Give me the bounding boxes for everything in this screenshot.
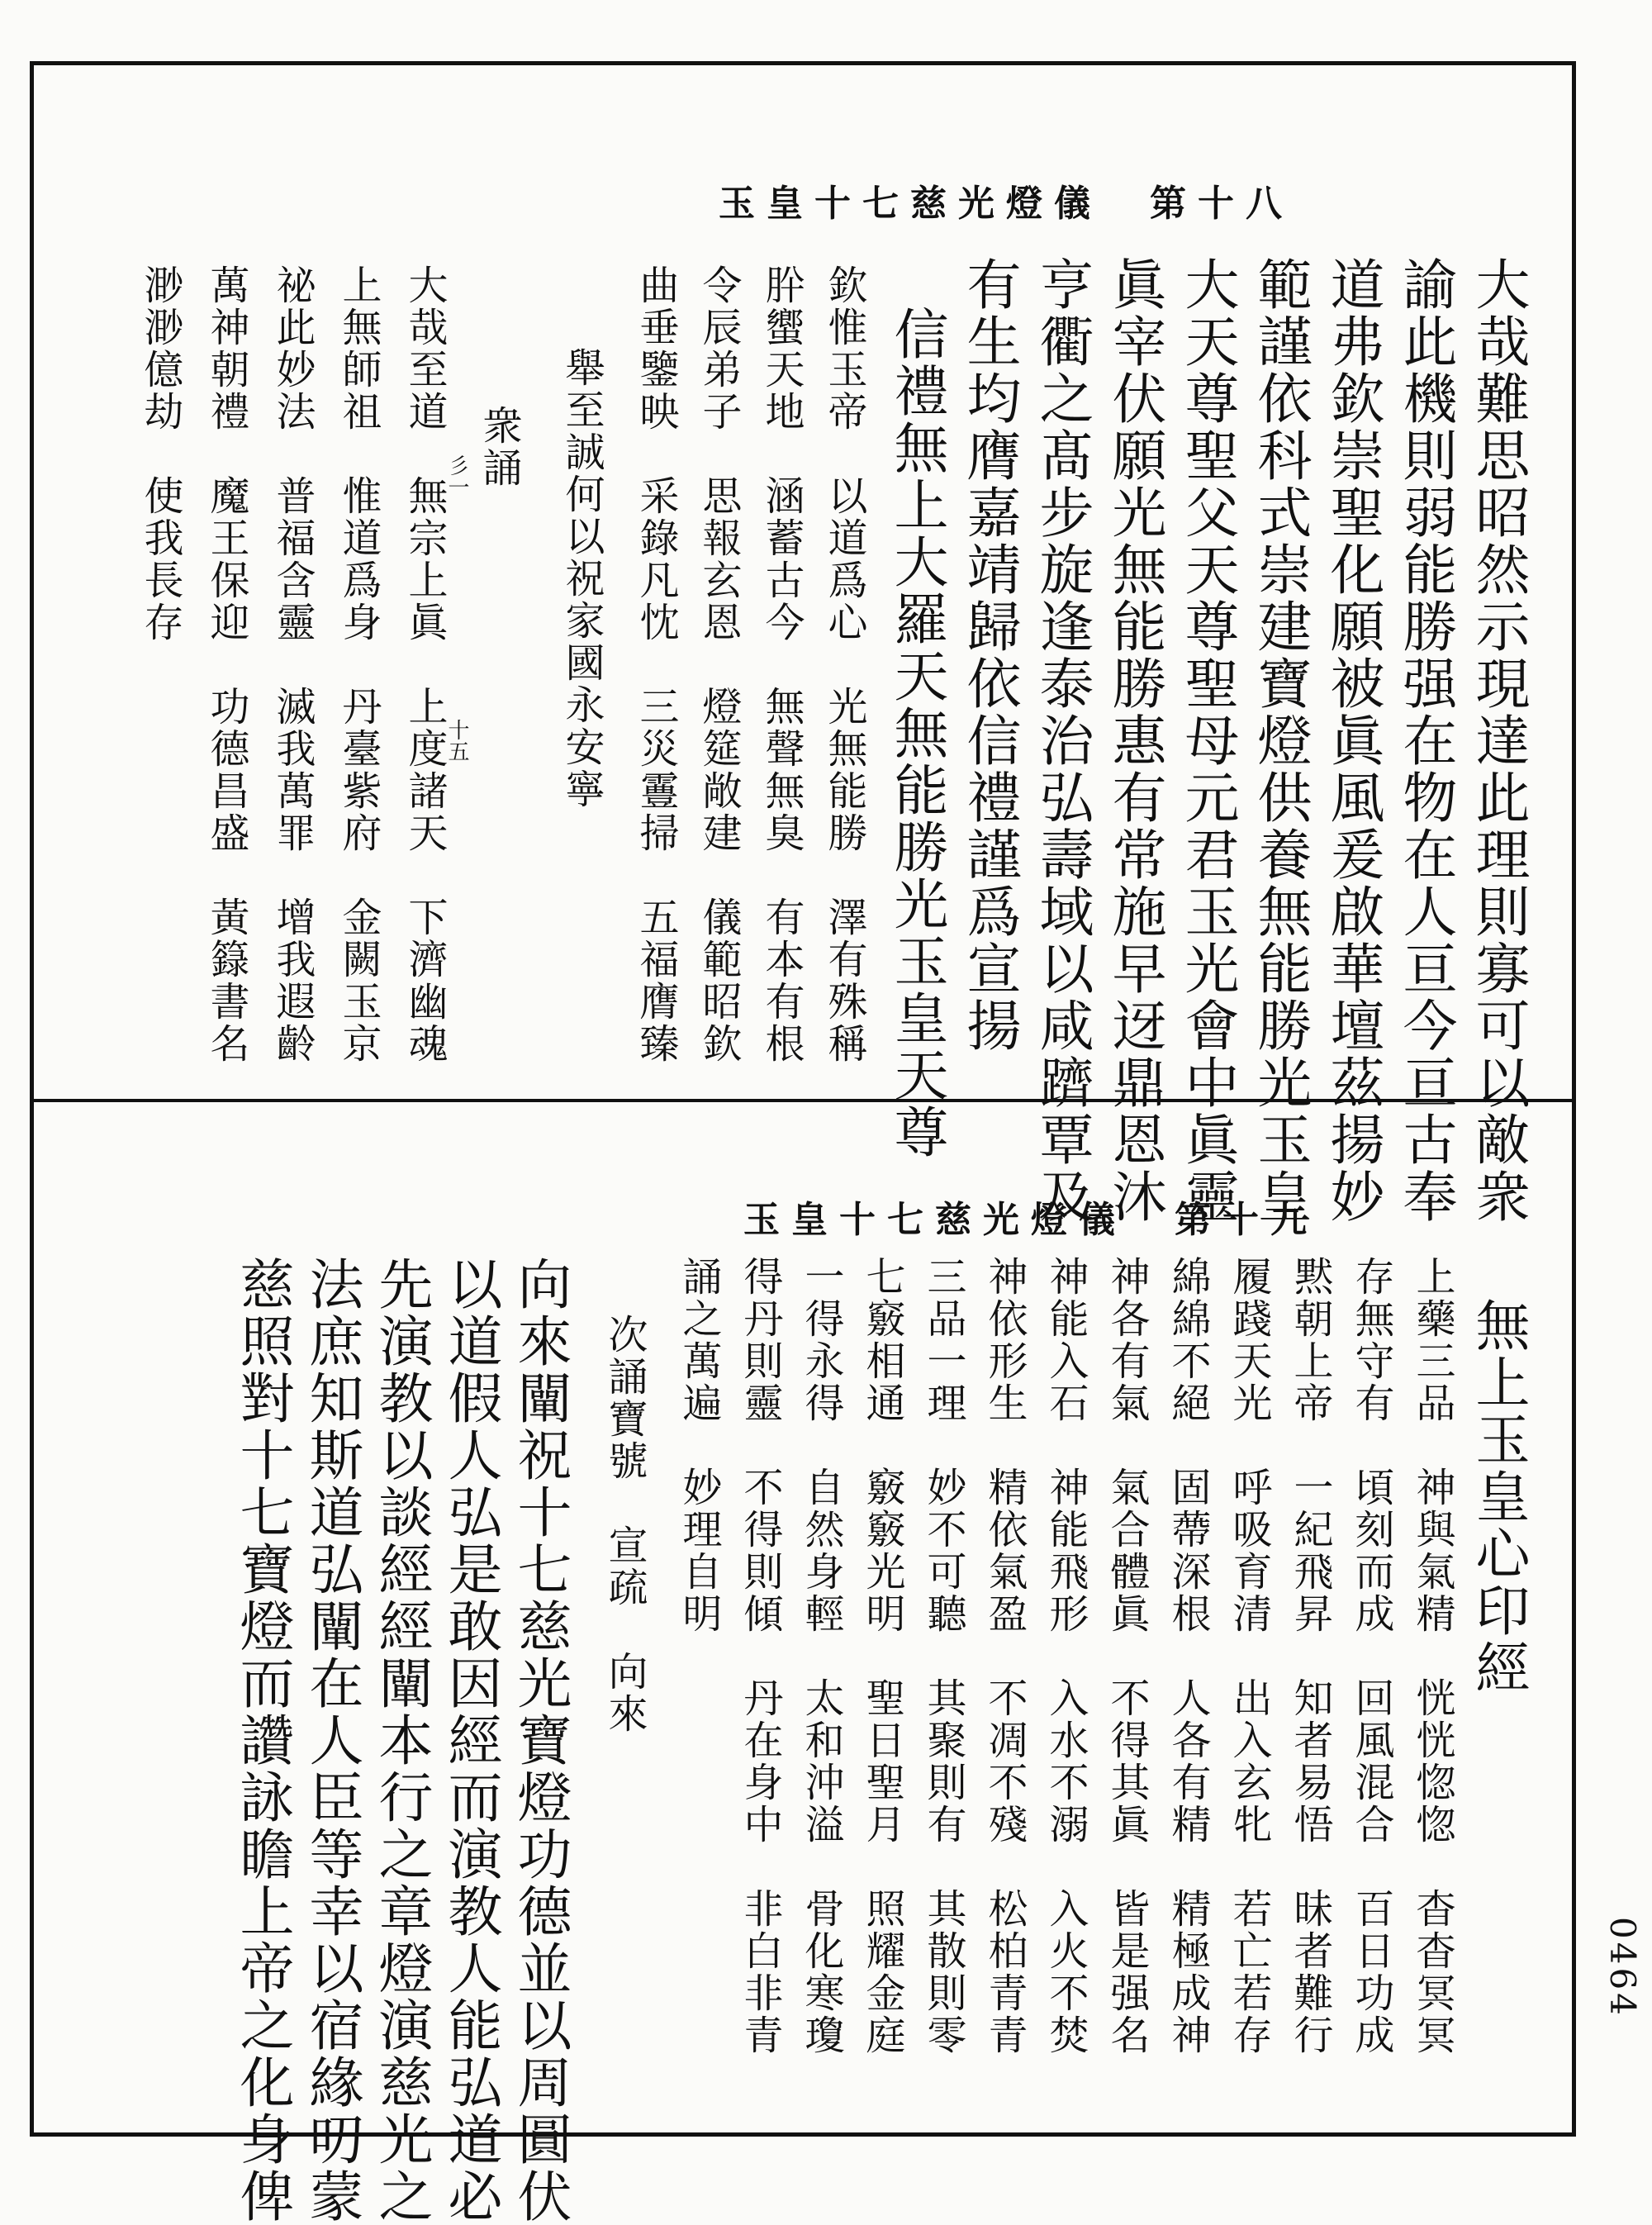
- text-column: 上藥三品 神與氣精 恍恍惚惚 杳杳冥冥: [1409, 1256, 1455, 2056]
- text-column: 履踐天光 呼吸育清 出入玄牝 若亡若存: [1226, 1256, 1272, 2056]
- text-column: 眞宰伏願光無能勝惠有常施早迓鼎恩沐: [1103, 256, 1166, 1225]
- text-column: 得丹則靈 不得則傾 丹在身中 非白非青: [737, 1256, 783, 2056]
- text-column: 黙朝上帝 一紀飛昇 知者易悟 昧者難行: [1287, 1256, 1333, 2056]
- text-column: 存無守有 頃刻而成 回風混合 百日功成: [1348, 1256, 1394, 2056]
- text-column: 次誦寶號 宣疏 向來: [601, 1314, 648, 1735]
- text-column: 令辰弟子 思報玄恩 燈筵敞建 儀範昭欽: [695, 264, 742, 1065]
- catalog-number: 0464: [1602, 1917, 1643, 2018]
- text-column: 以道假人弘是敢因經而演教人能弘道必: [439, 1256, 502, 2225]
- text-column: 萬神朝禮 魔王保迎 功德昌盛 黃籙書名: [203, 264, 249, 1065]
- text-column: 衆誦: [476, 405, 522, 489]
- text-column: 欽惟玉帝 以道爲心 光無能勝 澤有殊稱: [821, 264, 867, 1065]
- text-column: 無上玉皇心印經: [1466, 1297, 1530, 1696]
- text-column: 先演教以談經經闡本行之章燈演慈光之: [369, 1256, 433, 2225]
- text-column: 信禮無上大羅天無能勝光玉皇天尊: [885, 306, 948, 1161]
- text-column: 上無師祖 惟道爲身 丹臺紫府 金闕玉京: [335, 264, 382, 1065]
- text-column: 大哉難思昭然示現達此理則寡可以敵衆: [1466, 256, 1530, 1225]
- text-column: 三品一理 妙不可聽 其聚則有 其散則零: [920, 1256, 966, 2056]
- page-mark: 十五: [444, 719, 469, 762]
- page-header: 玉皇十七慈光燈儀 第十八: [719, 183, 1294, 225]
- text-column: 諭此機則弱能勝强在物在人亘今亘古奉: [1393, 256, 1457, 1225]
- page-mark: 彡一: [444, 454, 469, 497]
- text-column: 範謹依科式崇建寶燈供養無能勝光玉皇: [1248, 256, 1312, 1225]
- text-column: 舉至誠何以祝家國永安寧: [558, 347, 605, 811]
- text-column: 神各有氣 氣合體眞 不得其眞 皆是强名: [1104, 1256, 1150, 2056]
- text-column: 向來闡祝十七慈光寶燈功德並以周圓伏: [508, 1256, 572, 2225]
- text-column: 一得永得 自然身輕 太和沖溢 骨化寒瓊: [798, 1256, 844, 2056]
- text-column: 神依形生 精依氣盈 不凋不殘 松柏青青: [981, 1256, 1028, 2056]
- text-column: 法庶知斯道弘闡在人臣等幸以宿緣叨蒙: [300, 1256, 363, 2225]
- text-column: 祕此妙法 普福含靈 滅我萬罪 增我遐齡: [269, 264, 316, 1065]
- text-column: 渺渺億劫 使我長存: [137, 264, 183, 644]
- text-column: 肸蠁天地 涵蓄古今 無聲無臭 有本有根: [758, 264, 805, 1065]
- text-column: 大天尊聖父天尊聖母元君玉光會中眞靈: [1175, 256, 1239, 1225]
- text-column: 誦之萬遍 妙理自明: [676, 1256, 722, 1635]
- page-19: [66, 1190, 1586, 2225]
- text-column: 道弗欽崇聖化願被眞風爰啟華壇茲揚妙: [1321, 256, 1384, 1225]
- page-header: 玉皇十七慈光燈儀 第十九: [743, 1199, 1318, 1241]
- text-column: 綿綿不絕 固蔕深根 人各有精 精極成神: [1165, 1256, 1211, 2056]
- text-column: 七竅相通 竅竅光明 聖日聖月 照耀金庭: [859, 1256, 905, 2056]
- text-column: 大哉至道 無宗上眞 上度諸天 下濟幽魂: [401, 264, 448, 1065]
- text-column: 有生均膺嘉靖歸依信禮謹爲宣揚: [957, 256, 1021, 1054]
- text-column: 神能入石 神能飛形 入水不溺 入火不焚: [1042, 1256, 1089, 2056]
- text-column: 亨衢之髙步旋逢泰治弘壽域以咸躋覃及: [1030, 256, 1094, 1225]
- text-column: 慈照對十七寶燈而讚詠瞻上帝之化身俾: [230, 1256, 294, 2225]
- text-column: 曲垂鑒映 采錄凡忱 三災霻掃 五福膺臻: [633, 264, 679, 1065]
